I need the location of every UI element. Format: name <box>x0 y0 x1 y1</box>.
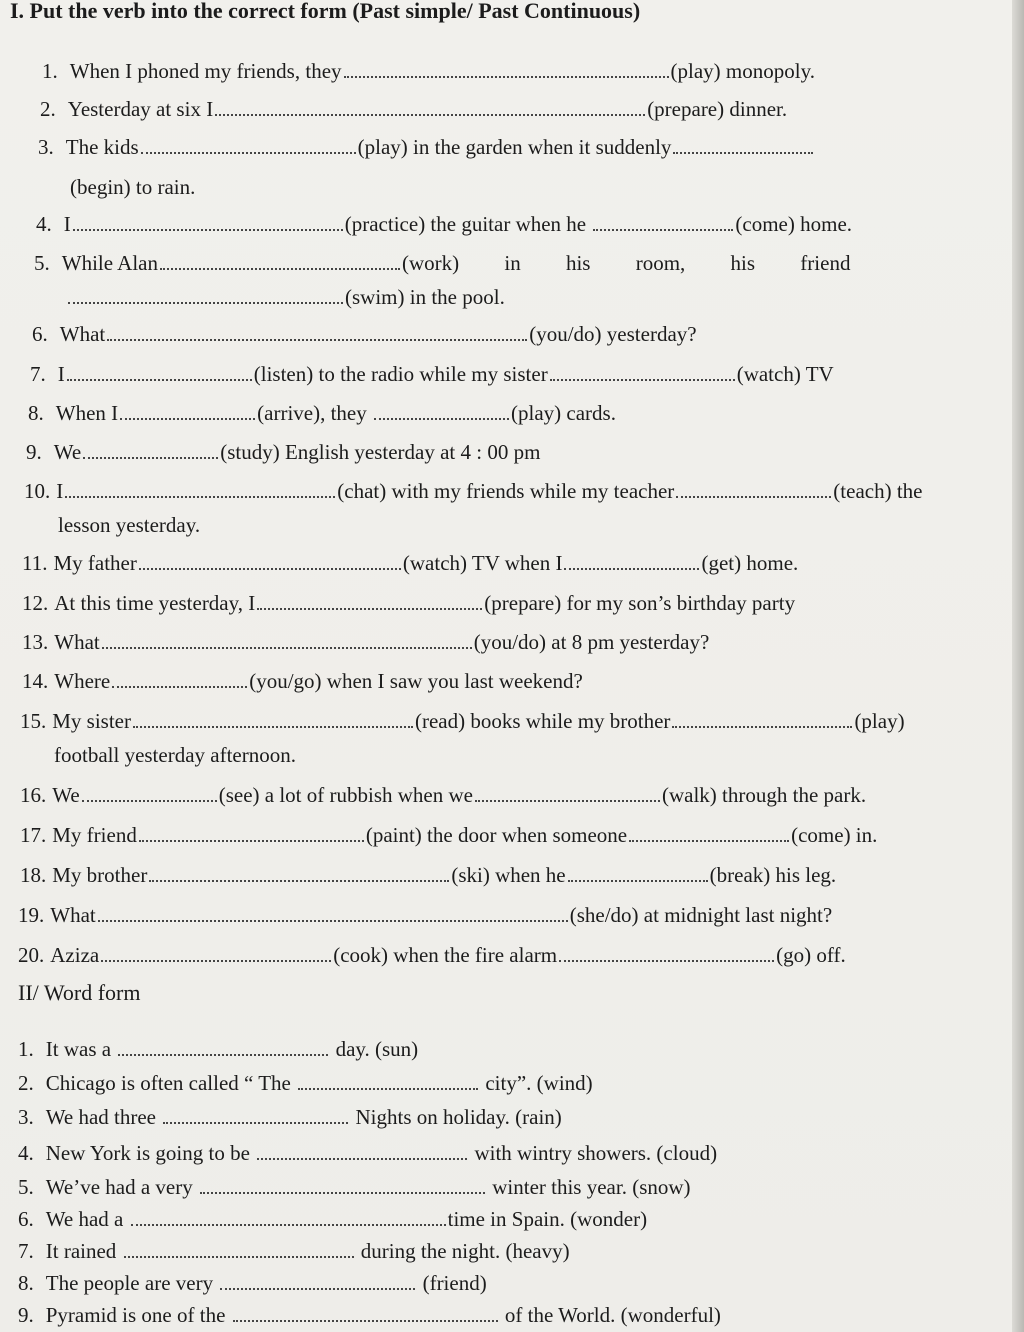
section-1-title: I. Put the verb into the correct form (Past simple/ Past Continuous) <box>10 0 641 23</box>
word-form-item-1: 1. It was a day. (sun) <box>18 1037 419 1061</box>
page-edge <box>1012 0 1024 1332</box>
exercise-item-6: 6. What (you/do) yesterday? <box>32 322 697 346</box>
answer-blank[interactable] <box>68 298 343 304</box>
answer-blank[interactable] <box>559 956 774 962</box>
answer-blank[interactable] <box>139 564 401 570</box>
answer-blank[interactable] <box>676 492 831 498</box>
answer-blank[interactable] <box>112 682 247 688</box>
answer-blank[interactable] <box>298 1084 478 1090</box>
section-2-title: II/ Word form <box>18 980 141 1005</box>
word-form-item-2: 2. Chicago is often called “ The city”. (wind) <box>18 1071 593 1095</box>
answer-blank[interactable] <box>67 375 252 381</box>
answer-blank[interactable] <box>200 1188 485 1194</box>
answer-blank[interactable] <box>149 876 449 882</box>
exercise-item-4: 4. I (practice) the guitar when he (come) home. <box>36 212 853 236</box>
exercise-item-9: 9. We (study) English yesterday at 4 : 00 pm <box>26 440 541 464</box>
answer-blank[interactable] <box>139 836 364 842</box>
answer-blank[interactable] <box>101 956 331 962</box>
answer-blank[interactable] <box>257 1154 467 1160</box>
word-form-item-7: 7. It rained during the night. (heavy) <box>18 1239 570 1263</box>
exercise-item-15: 15. My sister (read) books while my brother (play) <box>20 709 905 733</box>
exercise-item-18: 18. My brother (ski) when he (break) his leg. <box>20 863 837 887</box>
answer-blank[interactable] <box>65 492 335 498</box>
exercise-item-7: 7. I (listen) to the radio while my sister (watch) TV <box>30 362 834 386</box>
word-form-item-5: 5. We’ve had a very winter this year. (snow) <box>18 1175 691 1199</box>
answer-blank[interactable] <box>102 643 472 649</box>
word-form-item-3: 3. We had three Nights on holiday. (rain) <box>18 1105 562 1129</box>
exercise-item-16: 16. We (see) a lot of rubbish when we (walk) through the park. <box>20 783 867 807</box>
word-form-item-8: 8. The people are very (friend) <box>18 1271 487 1295</box>
answer-blank[interactable] <box>629 836 789 842</box>
exercise-item-5-continued: (swim) in the pool. <box>66 284 505 310</box>
exercise-item-12: 12. At this time yesterday, I (prepare) for my son’s birthday party <box>22 591 796 615</box>
answer-blank[interactable] <box>220 1284 415 1290</box>
exercise-item-10-continued: lesson yesterday. <box>58 513 201 537</box>
answer-blank[interactable] <box>344 72 669 78</box>
answer-blank[interactable] <box>120 414 255 420</box>
answer-blank[interactable] <box>124 1252 354 1258</box>
word-form-item-6: 6. We had a time in Spain. (wonder) <box>18 1207 648 1231</box>
answer-blank[interactable] <box>233 1316 498 1322</box>
answer-blank[interactable] <box>160 264 400 270</box>
answer-blank[interactable] <box>672 722 852 728</box>
answer-blank[interactable] <box>107 335 527 341</box>
answer-blank[interactable] <box>257 604 482 610</box>
exercise-item-15-continued: football yesterday afternoon. <box>54 743 296 767</box>
answer-blank[interactable] <box>568 876 708 882</box>
answer-blank[interactable] <box>73 225 343 231</box>
answer-blank[interactable] <box>593 225 733 231</box>
exercise-item-14: 14. Where (you/go) when I saw you last weekend? <box>22 669 583 693</box>
answer-blank[interactable] <box>564 564 699 570</box>
answer-blank[interactable] <box>550 375 735 381</box>
answer-blank[interactable] <box>131 1220 446 1226</box>
exercise-item-3-continued: (begin) to rain. <box>70 175 196 199</box>
exercise-item-11: 11. My father (watch) TV when I (get) home. <box>22 551 799 575</box>
answer-blank[interactable] <box>374 414 509 420</box>
answer-blank[interactable] <box>133 722 413 728</box>
answer-blank[interactable] <box>475 796 660 802</box>
exercise-item-1: 1. When I phoned my friends, they (play) monopoly. <box>42 59 815 83</box>
exercise-item-20: 20. Aziza (cook) when the fire alarm (go) off. <box>18 943 846 967</box>
answer-blank[interactable] <box>163 1118 348 1124</box>
exercise-item-8: 8. When I (arrive), they (play) cards. <box>28 401 616 425</box>
answer-blank[interactable] <box>673 148 813 154</box>
answer-blank[interactable] <box>215 110 645 116</box>
exercise-item-19: 19. What (she/do) at midnight last night? <box>18 903 833 927</box>
word-form-item-9: 9. Pyramid is one of the of the World. (wonderful) <box>18 1303 721 1327</box>
exercise-item-10: 10. I (chat) with my friends while my teacher (teach) the <box>24 479 923 503</box>
exercise-item-3: 3. The kids (play) in the garden when it suddenly <box>38 134 815 160</box>
exercise-item-5: 5. While Alan (work) in his room, his friend <box>34 251 851 275</box>
exercise-item-13: 13. What (you/do) at 8 pm yesterday? <box>22 630 710 654</box>
exercise-item-17: 17. My friend (paint) the door when someone (come) in. <box>20 823 878 847</box>
answer-blank[interactable] <box>82 796 217 802</box>
word-form-item-4: 4. New York is going to be with wintry showers. (cloud) <box>18 1141 718 1165</box>
answer-blank[interactable] <box>118 1050 328 1056</box>
answer-blank[interactable] <box>141 148 356 154</box>
answer-blank[interactable] <box>83 453 218 459</box>
answer-blank[interactable] <box>98 916 568 922</box>
exercise-item-2: 2. Yesterday at six I (prepare) dinner. <box>40 97 788 121</box>
